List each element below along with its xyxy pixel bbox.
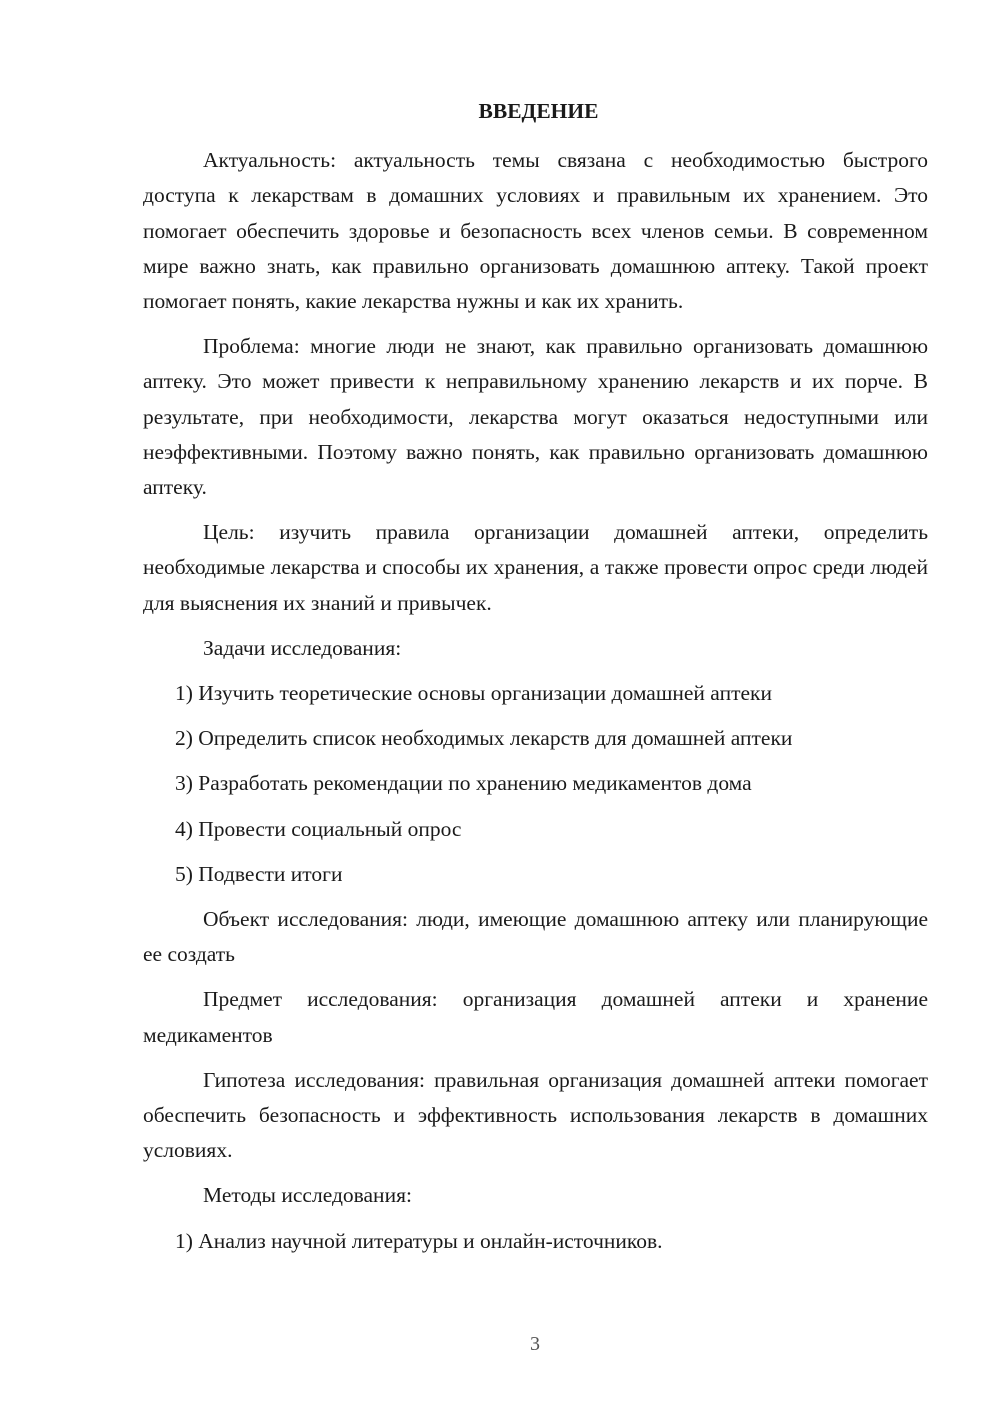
hypothesis-paragraph: Гипотеза исследования: правильная организация домашней аптеки помогает обеспечить безопасность и эффективность использования лекарств в домашних условиях. (143, 1067, 928, 1163)
method-item: 1) Анализ научной литературы и онлайн-источников. (175, 1228, 663, 1253)
page-number: 3 (530, 1333, 540, 1355)
tasks-list (143, 676, 928, 892)
methods-list (143, 1224, 928, 1259)
task-item: 3) Разработать рекомендации по хранению медикаментов дома (175, 771, 752, 796)
methods-title: Методы исследования: (203, 1183, 412, 1208)
object-paragraph: Объект исследования: люди, имеющие домашнюю аптеку или планирующие ее создать (143, 907, 928, 967)
section-heading: ВВЕДЕНИЕ (478, 99, 599, 123)
document-page (143, 94, 928, 1269)
problem-paragraph: Проблема: многие люди не знают, как правильно организовать домашнюю аптеку. Это может привести к неправильному хранению лекарств и их порче. В результате, при необходимости, лекарства могут оказаться недоступными или неэффективными. Поэтому важно понять, как правильно организовать домашнюю аптеку. (143, 334, 928, 500)
task-item: 4) Провести социальный опрос (175, 816, 462, 841)
task-item: 5) Подвести итоги (175, 861, 343, 886)
goal-paragraph: Цель: изучить правила организации домашней аптеки, определить необходимые лекарства и способы их хранения, а также провести опрос среди людей для выяснения их знаний и привычек. (143, 520, 928, 615)
task-item: 2) Определить список необходимых лекарств для домашней аптеки (175, 726, 793, 751)
tasks-title: Задачи исследования: (203, 635, 402, 660)
subject-paragraph: Предмет исследования: организация домашней аптеки и хранение медикаментов (143, 987, 928, 1047)
task-item: 1) Изучить теоретические основы организации домашней аптеки (175, 681, 772, 706)
relevance-paragraph: Актуальность: актуальность темы связана с необходимостью быстрого доступа к лекарствам в домашних условиях и правильным их хранением. Это помогает обеспечить здоровье и безопасность всех членов семьи. В современном мире важно знать, как правильно организовать домашнюю аптеку. Такой проект помогает понять, какие лекарства нужны и как их хранить. (143, 148, 928, 314)
